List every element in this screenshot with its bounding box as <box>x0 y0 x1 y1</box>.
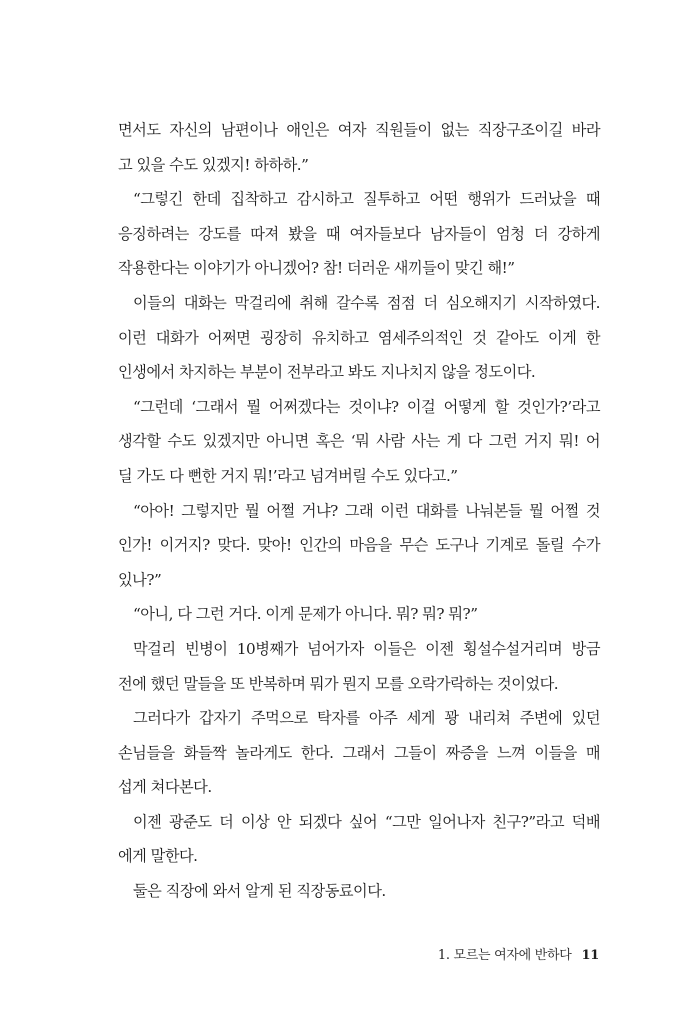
text-line: “아아! 그렇지만 뭘 어쩔 거냐? 그래 이런 대화를 나눠본들 뭘 어쩔 것 <box>133 501 600 520</box>
text-line: 에게 말한다. <box>118 847 198 866</box>
text-line: 전에 했던 말들을 또 반복하며 뭐가 뭔지 모를 오락가락하는 것이었다. <box>118 674 559 693</box>
text-line: 응징하려는 강도를 따져 봤을 때 여자들보다 남자들이 엄청 더 강하게 <box>118 224 600 243</box>
running-chapter-title: 1. 모르는 여자에 반하다 <box>437 948 572 963</box>
body-text <box>118 113 600 909</box>
text-line: 인생에서 차지하는 부분이 전부라고 봐도 지나치지 않을 정도이다. <box>118 363 536 382</box>
text-line: 섭게 쳐다본다. <box>118 778 212 797</box>
page-footer <box>438 944 599 963</box>
page-number: 11 <box>581 948 599 963</box>
text-line: 그러다가 갑자기 주먹으로 탁자를 아주 세게 꽝 내리쳐 주변에 있던 <box>133 709 600 728</box>
text-line: 딜 가도 다 뻔한 거지 뭐!’라고 넘겨버릴 수도 있다고.” <box>118 466 458 485</box>
text-line: 둘은 직장에 와서 알게 된 직장동료이다. <box>133 882 386 901</box>
text-line: “그런데 ‘그래서 뭘 어쩌겠다는 것이냐? 이걸 어떻게 할 것인가?’라고 <box>133 397 600 416</box>
text-line: 작용한다는 이야기가 아니겠어? 참! 더러운 새끼들이 맞긴 해!” <box>118 259 515 278</box>
text-line: 생각할 수도 있겠지만 아니면 혹은 ‘뭐 사람 사는 게 다 그런 거지 뭐! 어 <box>118 432 600 451</box>
text-line: 이젠 광준도 더 이상 안 되겠다 싶어 “그만 일어나자 친구?”라고 덕배 <box>133 812 600 831</box>
text-line: 막걸리 빈병이 10병째가 넘어가자 이들은 이젠 횡설수설거리며 방금 <box>133 639 600 658</box>
text-line: “그렇긴 한데 집착하고 감시하고 질투하고 어떤 행위가 드러났을 때 <box>133 190 600 209</box>
text-line: 고 있을 수도 있겠지! 하하하.” <box>118 155 309 174</box>
text-line: 있나?” <box>118 570 162 589</box>
text-line: 면서도 자신의 남편이나 애인은 여자 직원들이 없는 직장구조이길 바라 <box>118 121 600 139</box>
text-line: 이런 대화가 어쩌면 굉장히 유치하고 염세주의적인 것 같아도 이게 한 <box>118 328 600 347</box>
text-line: 이들의 대화는 막걸리에 취해 갈수록 점점 더 심오해지기 시작하였다. <box>133 293 600 312</box>
text-line: 손님들을 화들짝 놀라게도 한다. 그래서 그들이 짜증을 느껴 이들을 매 <box>118 743 600 762</box>
text-line: 인가! 이거지? 맞다. 맞아! 인간의 마음을 무슨 도구나 기계로 돌릴 수가 <box>118 536 600 555</box>
text-line: “아니, 다 그런 거다. 이게 문제가 아니다. 뭐? 뭐? 뭐?” <box>133 605 478 624</box>
